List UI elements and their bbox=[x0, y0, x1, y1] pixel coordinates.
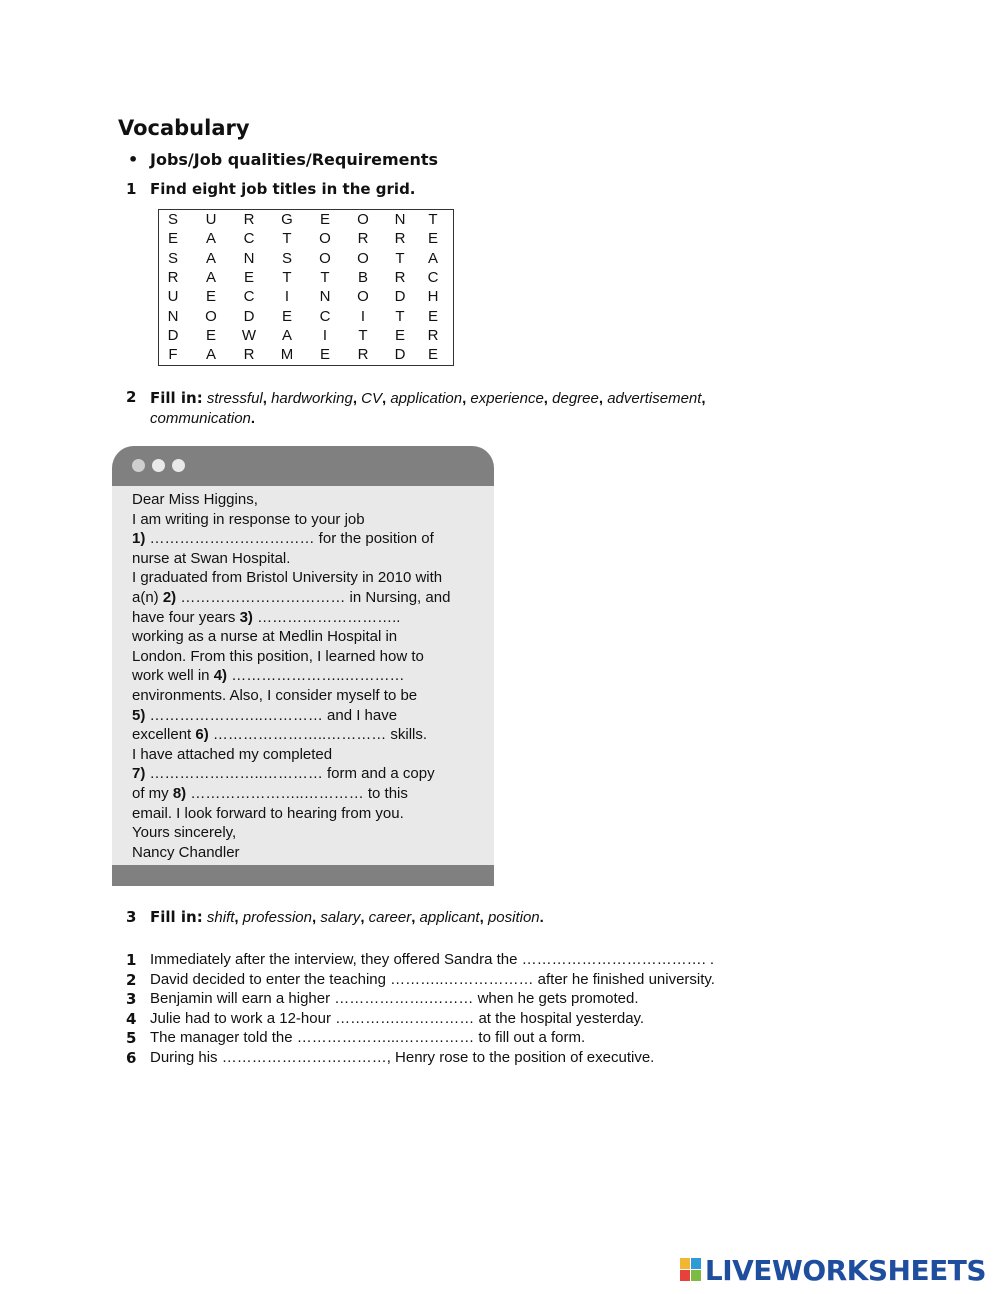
grid-letter[interactable]: D bbox=[394, 346, 406, 364]
grid-letter[interactable]: T bbox=[358, 326, 368, 344]
grid-row bbox=[159, 229, 453, 249]
logo-square bbox=[680, 1258, 690, 1269]
sentence-text[interactable]: Benjamin will earn a higher ……………….……… when he gets promoted. bbox=[150, 990, 639, 1008]
email-footer-bar bbox=[112, 865, 494, 886]
exercise-2-label: Fill in: bbox=[150, 389, 203, 407]
grid-letter[interactable]: S bbox=[281, 249, 292, 267]
ex3-word: position bbox=[487, 909, 540, 926]
grid-letter[interactable]: N bbox=[319, 288, 331, 306]
grid-letter[interactable]: I bbox=[284, 288, 290, 306]
separator: . bbox=[539, 909, 544, 926]
separator: , bbox=[311, 909, 321, 926]
email-line-text: working as a nurse at Medlin Hospital in bbox=[132, 628, 398, 646]
grid-letter[interactable]: T bbox=[395, 249, 405, 267]
logo-square bbox=[680, 1270, 690, 1281]
ex2-word: experience bbox=[470, 390, 544, 407]
grid-row bbox=[159, 287, 453, 307]
grid-letter[interactable]: N bbox=[167, 307, 179, 325]
grid-letter[interactable]: R bbox=[394, 230, 406, 248]
grid-letter[interactable]: R bbox=[357, 346, 369, 364]
email-line bbox=[132, 549, 487, 569]
email-titlebar bbox=[112, 446, 494, 486]
separator: , bbox=[352, 390, 362, 407]
exercise-3-label: Fill in: bbox=[150, 908, 203, 926]
separator: , bbox=[411, 909, 420, 926]
grid-row bbox=[159, 210, 453, 230]
email-line-text: London. From this position, I learned how to bbox=[132, 647, 424, 665]
grid-letter[interactable]: E bbox=[167, 230, 178, 248]
email-line-text: a(n) bbox=[132, 588, 163, 606]
email-line bbox=[132, 529, 487, 549]
grid-letter[interactable]: D bbox=[394, 288, 406, 306]
grid-letter[interactable]: C bbox=[319, 307, 331, 325]
email-line bbox=[132, 490, 487, 510]
answer-blank[interactable]: …………………..………… form and a copy bbox=[145, 765, 435, 783]
grid-letter[interactable]: W bbox=[241, 326, 257, 344]
grid-letter[interactable]: O bbox=[357, 211, 369, 228]
grid-letter[interactable]: H bbox=[427, 288, 439, 306]
sentence-text[interactable]: Julie had to work a 12-hour ………….…………… at the hospital yesterday. bbox=[150, 1009, 645, 1027]
grid-letter[interactable]: A bbox=[205, 230, 216, 248]
sentence-number: 3 bbox=[126, 990, 137, 1009]
grid-letter[interactable]: F bbox=[168, 346, 178, 364]
answer-blank[interactable]: …………………………… for the position of bbox=[145, 530, 434, 548]
window-dot-icon bbox=[152, 459, 165, 472]
blank-number: 2) bbox=[162, 588, 177, 606]
email-line-text: Yours sincerely, bbox=[132, 824, 237, 842]
blank-number: 3) bbox=[239, 608, 253, 626]
sentence-text[interactable]: The manager told the ………………...…………… to fill out a form. bbox=[150, 1029, 586, 1047]
grid-letter[interactable]: I bbox=[322, 326, 328, 344]
answer-blank[interactable]: …………………..………… skills. bbox=[208, 726, 428, 744]
grid-letter[interactable]: B bbox=[357, 268, 368, 286]
grid-letter[interactable]: T bbox=[282, 230, 292, 248]
grid-letter[interactable]: T bbox=[428, 211, 438, 228]
email-line-text: excellent bbox=[132, 726, 196, 744]
email-line-text: of my bbox=[132, 784, 173, 802]
answer-blank[interactable]: …………………..………… to this bbox=[186, 784, 408, 802]
bullet-dot: • bbox=[128, 150, 139, 169]
ex2-word: degree bbox=[552, 390, 599, 407]
email-line-text: environments. Also, I consider myself to be bbox=[132, 686, 418, 704]
grid-letter[interactable]: T bbox=[395, 307, 405, 325]
sentence-list bbox=[126, 950, 826, 1075]
window-dot-icon bbox=[172, 459, 185, 472]
sentence-text[interactable]: During his ……………………………, Henry rose to the position of executive. bbox=[150, 1049, 655, 1066]
grid-letter[interactable]: O bbox=[319, 249, 331, 267]
grid-letter[interactable]: N bbox=[243, 249, 255, 267]
exercise-1-instruction: Find eight job titles in the grid. bbox=[150, 180, 416, 198]
email-line bbox=[132, 706, 487, 726]
grid-letter[interactable]: A bbox=[205, 268, 216, 286]
grid-letter[interactable]: A bbox=[427, 249, 438, 267]
ex3-word: profession bbox=[242, 909, 312, 926]
email-line-text: Nancy Chandler bbox=[132, 843, 240, 861]
exercise-2-number: 2 bbox=[126, 388, 137, 406]
sentence-text[interactable]: Immediately after the interview, they offered Sandra the ………………………………. . bbox=[150, 951, 715, 968]
exercise-3-instruction bbox=[150, 908, 790, 926]
sentence-number: 4 bbox=[126, 1009, 137, 1028]
email-line-text: nurse at Swan Hospital. bbox=[132, 549, 291, 567]
liveworksheets-logo bbox=[680, 1254, 986, 1286]
blank-number: 7) bbox=[132, 765, 146, 783]
blank-number: 8) bbox=[172, 784, 187, 802]
email-line bbox=[132, 647, 487, 667]
grid-letter[interactable]: O bbox=[205, 307, 217, 325]
grid-letter[interactable]: E bbox=[319, 346, 330, 364]
logo-square bbox=[691, 1270, 701, 1281]
exercise-2-word-list bbox=[150, 390, 706, 427]
email-line bbox=[132, 588, 487, 608]
separator: , bbox=[262, 390, 272, 407]
grid-letter[interactable]: E bbox=[427, 230, 438, 248]
grid-letter[interactable]: G bbox=[281, 211, 293, 228]
grid-letter[interactable]: R bbox=[243, 211, 255, 228]
grid-letter[interactable]: A bbox=[205, 249, 216, 267]
email-line bbox=[132, 686, 487, 706]
separator: , bbox=[462, 390, 471, 407]
sentence-number: 6 bbox=[126, 1049, 137, 1067]
exercise-3-word-list bbox=[207, 909, 544, 926]
grid-letter[interactable]: O bbox=[357, 249, 369, 267]
ex3-word: shift bbox=[206, 909, 235, 926]
grid-letter[interactable]: S bbox=[167, 211, 178, 228]
email-letter-text bbox=[132, 490, 487, 862]
ex3-word: salary bbox=[320, 909, 361, 926]
grid-row bbox=[159, 345, 453, 365]
grid-letter[interactable]: D bbox=[167, 326, 179, 344]
email-line bbox=[132, 745, 487, 765]
ex2-word: application bbox=[390, 390, 463, 407]
blank-number: 4) bbox=[213, 667, 228, 685]
logo-mark-icon bbox=[680, 1258, 702, 1282]
grid-letter[interactable]: C bbox=[243, 288, 255, 306]
separator: , bbox=[360, 909, 369, 926]
blank-number: 6) bbox=[195, 726, 209, 744]
grid-letter[interactable]: R bbox=[394, 268, 406, 286]
grid-letter[interactable]: T bbox=[320, 268, 330, 286]
grid-letter[interactable]: E bbox=[319, 211, 330, 228]
grid-letter[interactable]: E bbox=[205, 288, 216, 306]
separator: , bbox=[543, 390, 553, 407]
grid-letter[interactable]: R bbox=[243, 346, 255, 364]
email-line bbox=[132, 804, 487, 824]
separator: , bbox=[382, 390, 391, 407]
email-window bbox=[112, 446, 494, 886]
exercise-1-number: 1 bbox=[126, 180, 137, 198]
email-line bbox=[132, 627, 487, 647]
email-line bbox=[132, 843, 487, 863]
email-line-text: I graduated from Bristol University in 2010 with bbox=[132, 569, 443, 587]
exercise-3-number: 3 bbox=[126, 908, 137, 926]
topic-text: Jobs/Job qualities/Requirements bbox=[150, 150, 439, 169]
email-line bbox=[132, 764, 487, 784]
grid-letter[interactable]: E bbox=[394, 326, 405, 344]
separator: , bbox=[234, 909, 243, 926]
ex2-word: advertisement bbox=[607, 390, 702, 407]
blank-number: 1) bbox=[132, 530, 146, 548]
answer-blank[interactable]: …………………………… in Nursing, and bbox=[176, 588, 451, 606]
grid-letter[interactable]: O bbox=[357, 288, 369, 306]
grid-letter[interactable]: R bbox=[167, 268, 179, 286]
grid-letter[interactable]: E bbox=[427, 307, 438, 325]
grid-letter[interactable]: R bbox=[357, 230, 369, 248]
sentence-number: 1 bbox=[126, 951, 137, 969]
answer-blank[interactable]: …………………..………… and I have bbox=[145, 706, 398, 724]
ex2-word: CV bbox=[361, 390, 382, 407]
grid-letter[interactable]: I bbox=[360, 307, 366, 325]
grid-row bbox=[159, 326, 453, 346]
topic-bullet bbox=[128, 150, 438, 169]
grid-letter[interactable]: E bbox=[281, 307, 292, 325]
email-line-text: I am writing in response to your job bbox=[132, 510, 365, 528]
page-title: Vocabulary bbox=[118, 116, 250, 140]
grid-row bbox=[159, 307, 453, 327]
grid-letter[interactable]: A bbox=[205, 346, 216, 364]
grid-letter[interactable]: O bbox=[319, 230, 331, 248]
separator: , bbox=[479, 909, 488, 926]
logo-square bbox=[691, 1258, 701, 1269]
sentence-text[interactable]: David decided to enter the teaching ………..……………… after he finished university. bbox=[150, 970, 715, 988]
email-line-text: I have attached my completed bbox=[132, 745, 333, 763]
grid-row bbox=[159, 268, 453, 288]
window-dot-icon bbox=[132, 459, 145, 472]
sentence-number: 5 bbox=[126, 1029, 137, 1048]
grid-letter[interactable]: S bbox=[167, 249, 178, 267]
email-line bbox=[132, 666, 487, 686]
ex3-word: applicant bbox=[419, 909, 480, 926]
ex2-word: communication bbox=[150, 410, 251, 427]
ex3-word: career bbox=[368, 909, 412, 926]
grid-letter[interactable]: E bbox=[205, 326, 216, 344]
email-line bbox=[132, 823, 487, 843]
email-line bbox=[132, 510, 487, 530]
grid-letter[interactable]: R bbox=[427, 326, 439, 344]
email-line-text: email. I look forward to hearing from you. bbox=[132, 804, 404, 822]
email-line-text: work well in bbox=[132, 667, 214, 685]
logo-text: LIVEWORKSHEETS bbox=[704, 1253, 986, 1287]
grid-letter[interactable]: T bbox=[282, 268, 292, 286]
separator: . bbox=[250, 410, 256, 427]
grid-letter[interactable]: D bbox=[243, 307, 255, 325]
grid-letter[interactable]: E bbox=[243, 268, 254, 286]
grid-letter[interactable]: C bbox=[243, 230, 255, 248]
email-line bbox=[132, 608, 487, 628]
email-line bbox=[132, 568, 487, 588]
answer-blank[interactable]: …………………..………… bbox=[227, 667, 405, 685]
grid-row bbox=[159, 249, 453, 269]
exercise-2-instruction bbox=[150, 388, 790, 429]
grid-letter[interactable]: U bbox=[167, 288, 179, 306]
grid-letter[interactable]: M bbox=[280, 346, 294, 364]
ex2-word: stressful bbox=[206, 390, 263, 407]
grid-letter[interactable]: N bbox=[394, 211, 406, 228]
grid-letter[interactable]: U bbox=[205, 211, 217, 228]
email-line-text: Dear Miss Higgins, bbox=[132, 491, 258, 508]
email-line bbox=[132, 725, 487, 745]
blank-number: 5) bbox=[132, 706, 146, 724]
sentence-number: 2 bbox=[126, 970, 137, 989]
separator: , bbox=[598, 390, 608, 407]
grid-letter[interactable]: C bbox=[427, 268, 439, 286]
ex2-word: hardworking bbox=[271, 390, 353, 407]
email-line bbox=[132, 784, 487, 804]
separator: , bbox=[701, 390, 706, 407]
grid-letter[interactable]: E bbox=[427, 346, 438, 364]
answer-blank[interactable]: ……………………….. bbox=[252, 608, 401, 626]
grid-letter[interactable]: A bbox=[281, 326, 292, 344]
word-search-grid bbox=[158, 209, 454, 366]
email-line-text: have four years bbox=[132, 608, 240, 626]
